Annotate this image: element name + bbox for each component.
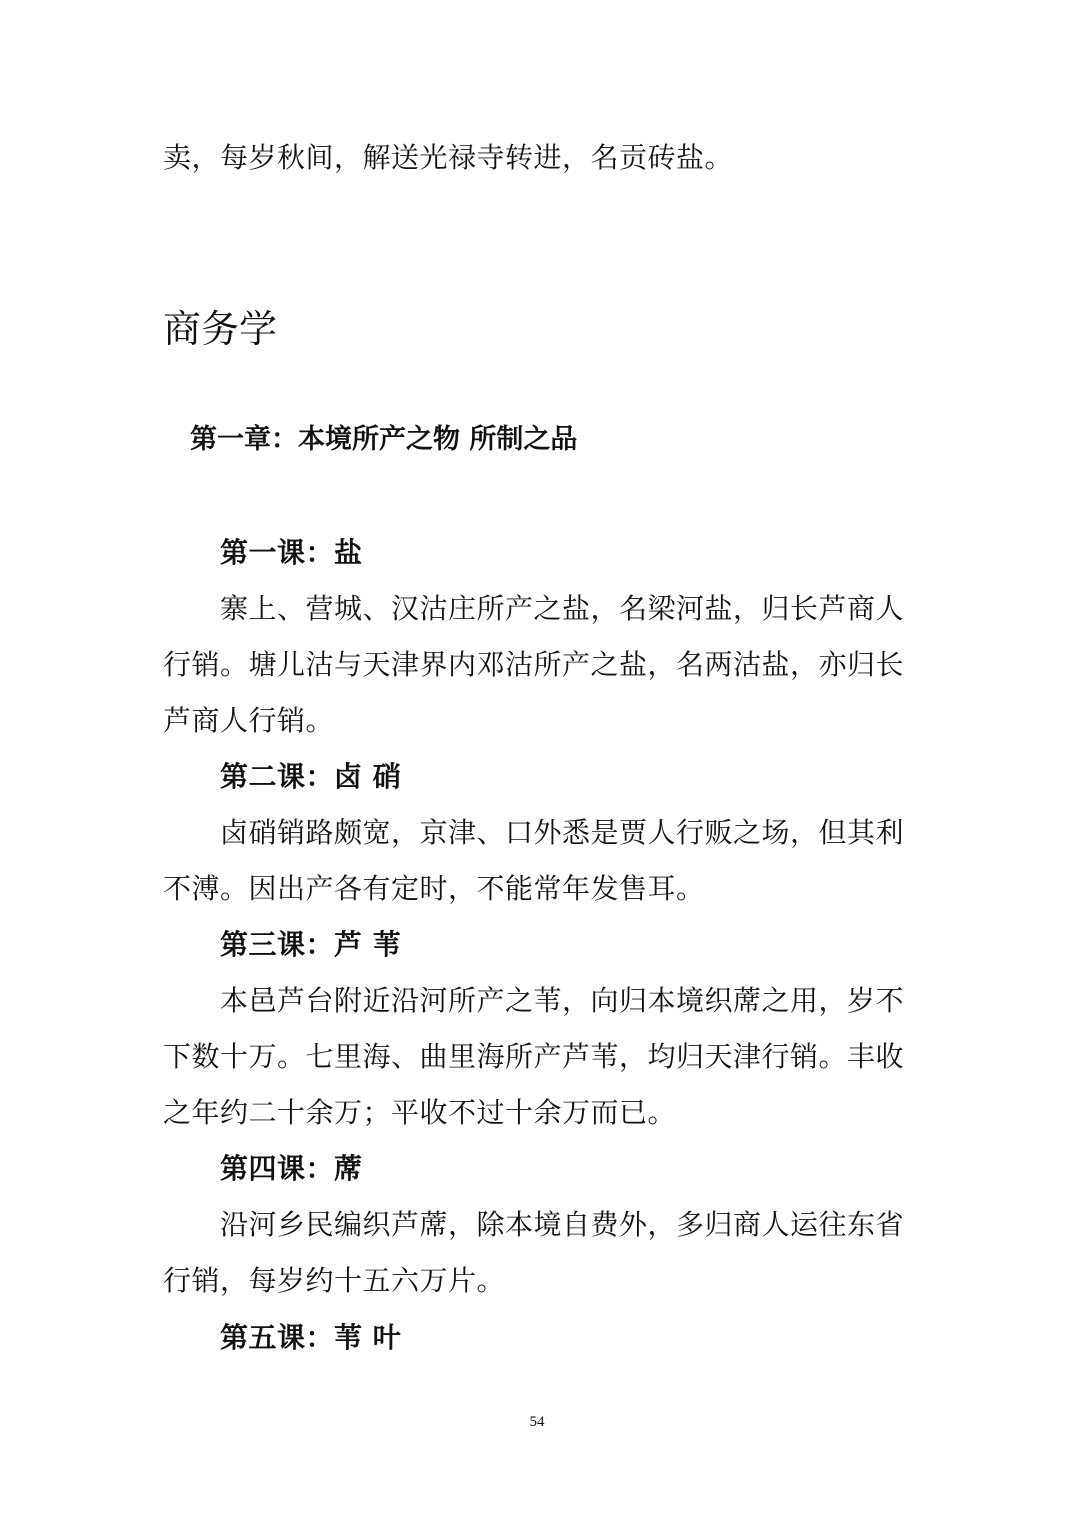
lesson-4-title: 第四课：蓆: [220, 1152, 363, 1185]
lesson-1-title: 第一课：盐: [220, 536, 363, 569]
chapter-title: 第一章：本境所产之物 所制之品: [190, 424, 578, 455]
lesson-2-title: 第二课：卤 硝: [220, 760, 402, 793]
section-title: 商务学: [163, 307, 278, 351]
lesson-5-title: 第五课：苇 叶: [220, 1321, 402, 1354]
lesson-3-line-2: 下数十万。七里海、曲里海所产芦苇，均归天津行销。丰收: [163, 1040, 905, 1073]
lesson-3-title: 第三课：芦 苇: [220, 928, 402, 961]
lesson-1-line-2: 行销。塘儿沽与天津界内邓沽所产之盐，名两沽盐，亦归长: [163, 648, 905, 681]
page-number: 54: [529, 1414, 545, 1430]
lesson-1-line-3: 芦商人行销。: [163, 704, 335, 737]
lesson-2-line-2: 不溥。因出产各有定时，不能常年发售耳。: [163, 872, 705, 905]
lesson-4-line-1: 沿河乡民编织芦蓆，除本境自费外，多归商人运往东省: [220, 1208, 905, 1241]
continuation-paragraph-line: 卖，每岁秋间，解送光禄寺转进，名贡砖盐。: [163, 141, 734, 174]
lesson-3-line-3: 之年约二十余万；平收不过十余万而已。: [163, 1096, 677, 1129]
lesson-4-line-2: 行销，每岁约十五六万片。: [163, 1264, 506, 1297]
lesson-3-line-1: 本邑芦台附近沿河所产之苇，向归本境织蓆之用，岁不: [220, 984, 905, 1017]
lesson-2-line-1: 卤硝销路颇宽，京津、口外悉是贾人行贩之场，但其利: [220, 816, 905, 849]
lesson-1-line-1: 寨上、营城、汉沽庄所产之盐，名梁河盐，归长芦商人: [220, 592, 905, 625]
